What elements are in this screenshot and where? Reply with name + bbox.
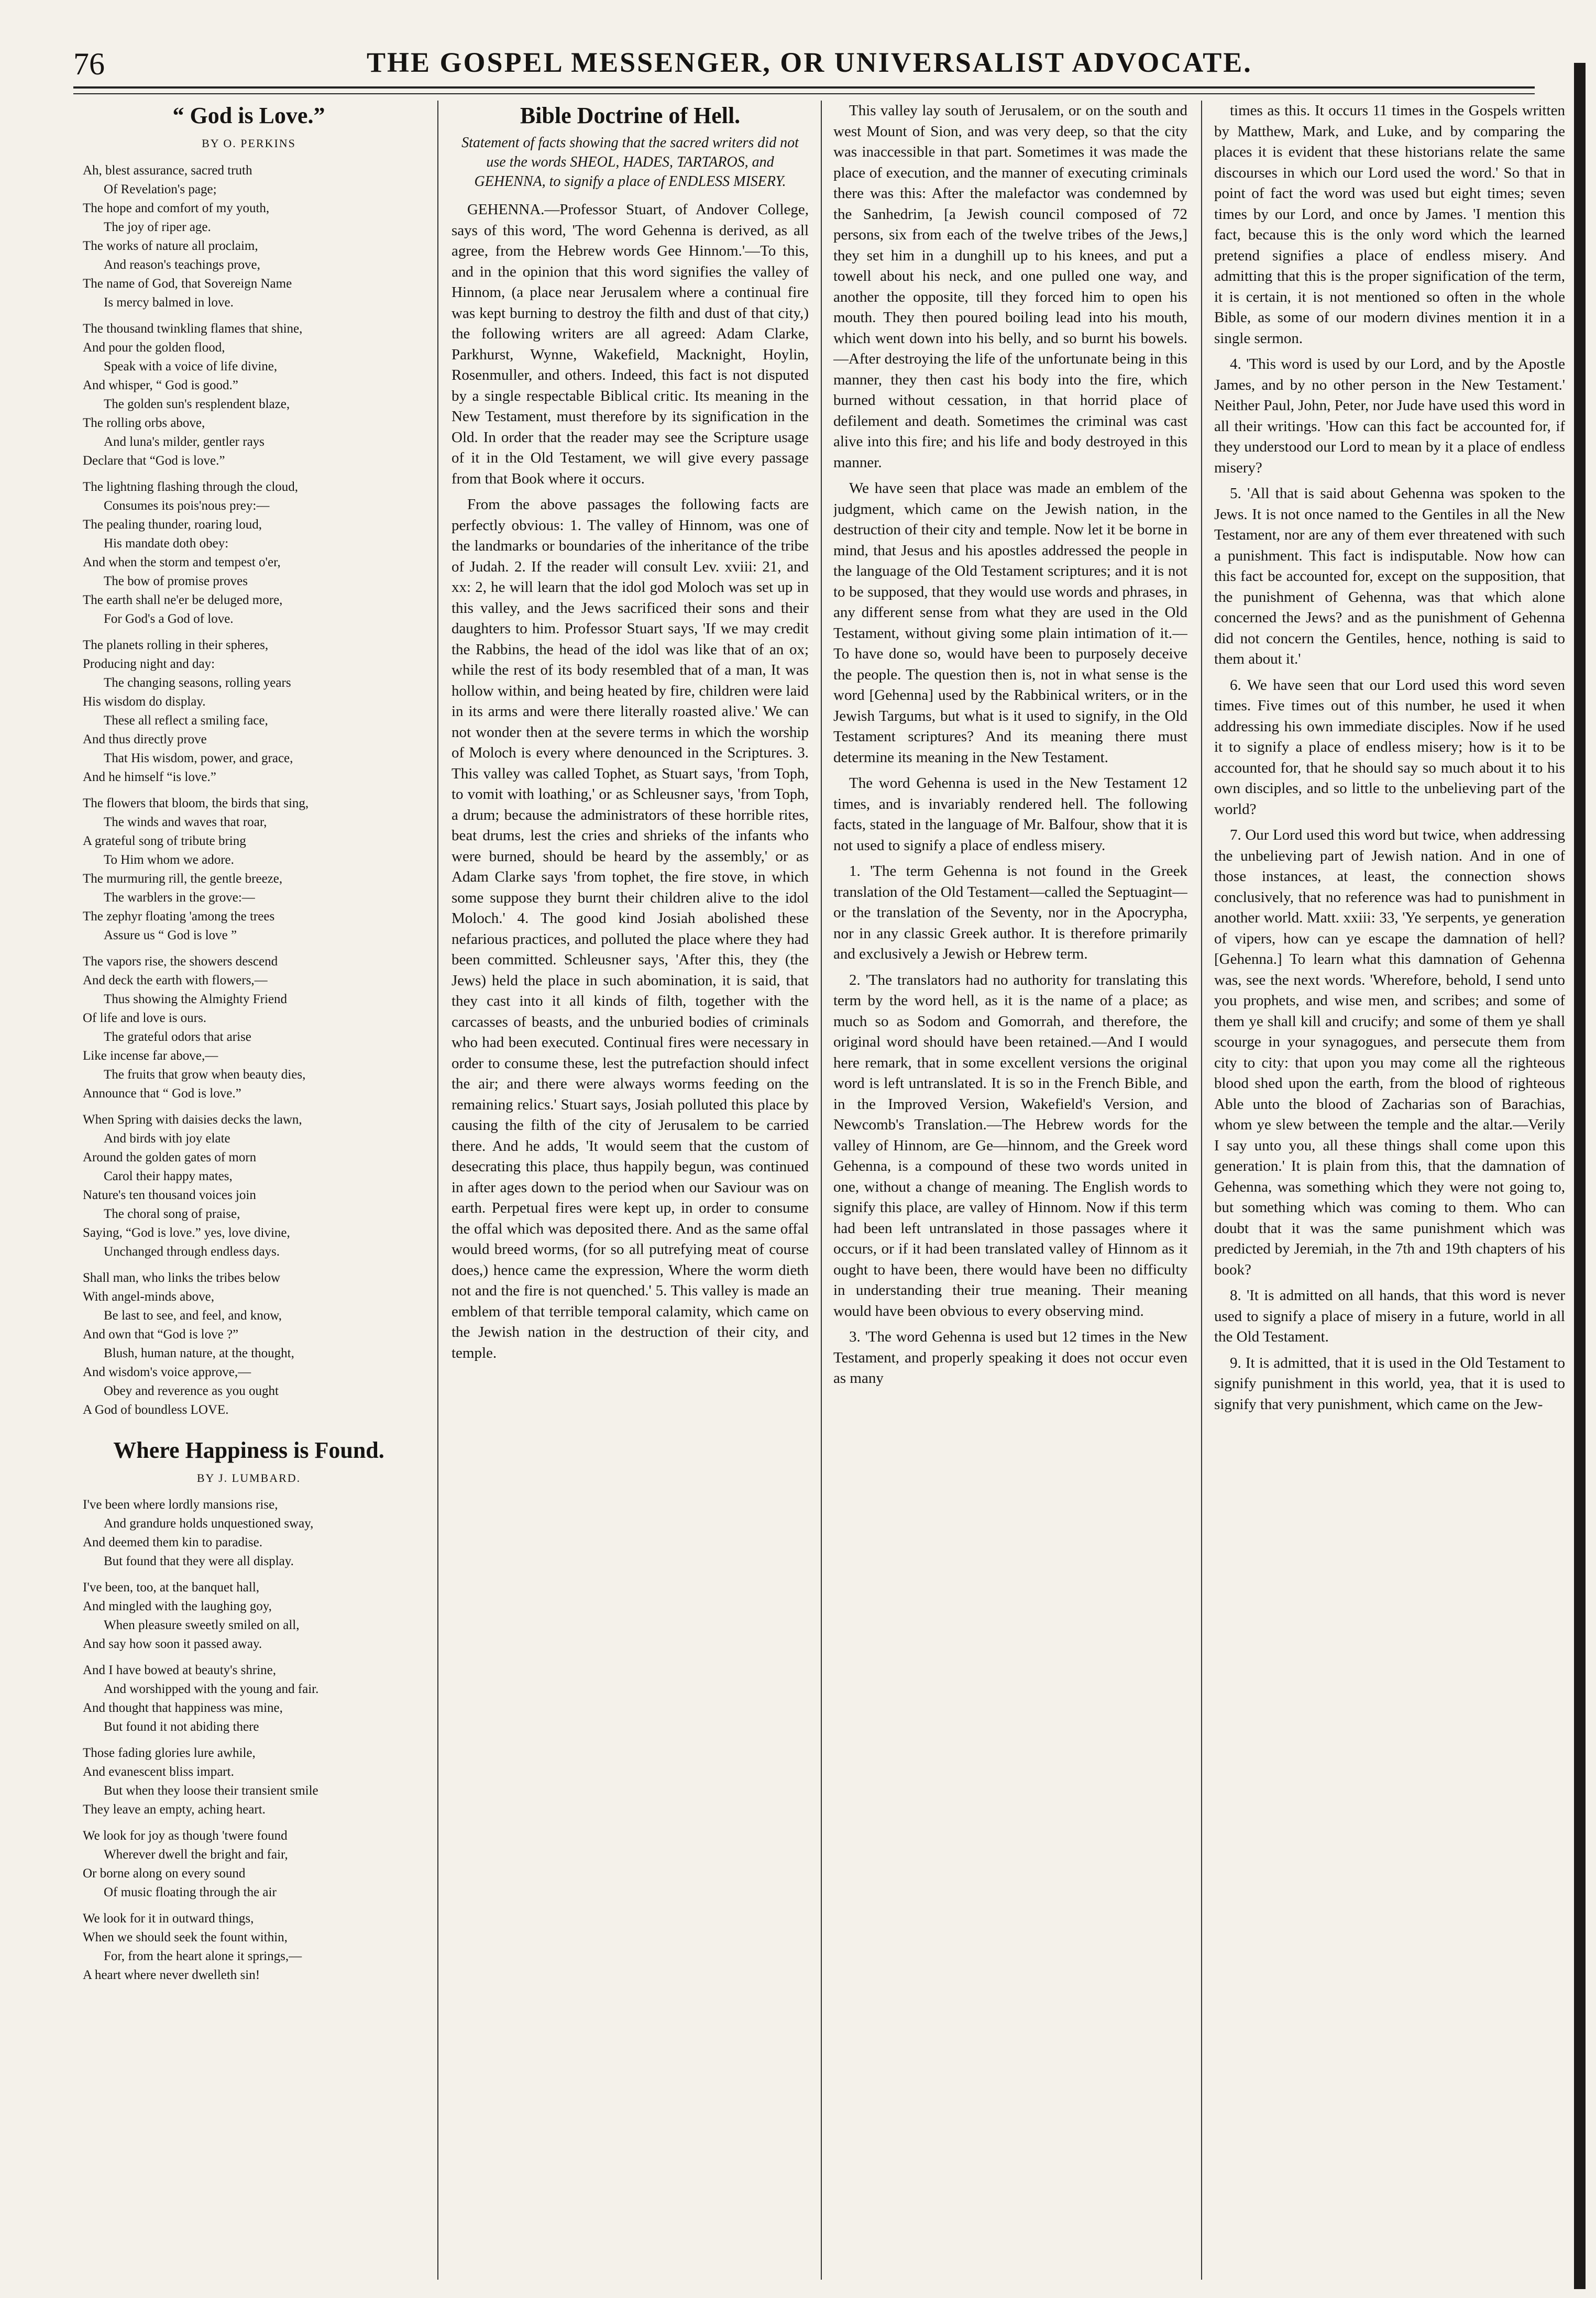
column-divider [437, 101, 438, 2280]
poem-line: His mandate doth obey: [104, 536, 229, 551]
poem-line: Shall man, who links the tribes below [83, 1270, 281, 1285]
poem-line: Those fading glories lure awhile, [83, 1746, 256, 1760]
poem-line [83, 1654, 424, 1661]
poem-title: “ God is Love.” [172, 103, 325, 128]
poem-line: The fruits that grow when beauty dies, [104, 1067, 306, 1082]
poem-line: The hope and comfort of my youth, [83, 201, 270, 215]
poem-line: And own that “God is love ?” [83, 1327, 239, 1342]
poem-line: Obey and reverence as you ought [104, 1383, 279, 1398]
paragraph: 2. 'The translators had no authority for translating this term by the word hell, as it is the name of a place; as much so as Sodom and Gomorrah, and therefore, the original word should have been retained.—And I would here remark, that in some excellent versions the original word is left untranslated. It is so in the French Bible, and in the Improved Version, Wakefield's Version, and Newcomb's Translation.—The Hebrew words for the valley of Hinnom, are Ge—hinnom, and the Greek word Gehenna, is a compound of these two words united in one, without a change of meaning. The English words to signify this place, are valley of Hinnom. Now if this term had been left untranslated in those passages where it occurs, or if it had been translated valley of Hinnom as it ought to have been, there would have been no difficulty in understanding their true meaning. Their meaning would have been obvious to every observing mind. [833, 971, 1187, 1320]
column-divider [821, 101, 822, 2280]
poem-line: But when they loose their transient smile [104, 1784, 318, 1798]
poem-line: The works of nature all proclaim, [83, 238, 258, 253]
poem-line: Is mercy balmed in love. [104, 295, 234, 310]
poem-line: And whisper, “ God is good.” [83, 378, 238, 392]
paragraph: 4. 'This word is used by our Lord, and by the Apostle James, and by no other person in the New Testament.' Neither Paul, John, Peter, nor Jude have used this word in all their writings. 'How can this fact be accounted for, if they understood our Lord to mean by it a place of endless misery? [1214, 356, 1565, 476]
poem-line: The flowers that bloom, the birds that sing, [83, 796, 309, 810]
paragraph: 6. We have seen that our Lord used this word seven times. Five times out of this number, he used it when addressing his own immediate disciples. Now if he used it to signify a place of endless misery; how is it to be accounted for, that he should say so much about it to his own disciples, and so little to the unbelieving part of the world? [1214, 676, 1565, 818]
poem-line: The golden sun's resplendent blaze, [104, 397, 290, 411]
poem-line: Thus showing the Almighty Friend [104, 992, 287, 1006]
poem-line: The grateful odors that arise [104, 1029, 251, 1044]
poem-line: That His wisdom, power, and grace, [104, 751, 293, 765]
poem-line: Carol their happy mates, [104, 1169, 233, 1183]
poem-line: Like incense far above,— [83, 1048, 218, 1063]
paragraph: GEHENNA.—Professor Stuart, of Andover College, says of this word, 'The word Gehenna is derived, as all agree, from the Hebrew words Gee Hinnom.'—To this, and in the opinion that this word signifies the valley of Hinnom, (a place near Jerusalem where a continual fire was kept burning to destroy the filth and dust of that city,) the following writers are all agreed: Adam Clarke, Parkhurst, Wynne, Wakefield, Macknight, Hoylin, Rosenmuller, and others. Indeed, this fact is not disputed by a single respectable Biblical critic. Its meaning in the New Testament, must therefore by its signification in the Old. In order that the reader may see the Scripture usage of it in the Old Testament, we will give every passage from that Book where it occurs. [452, 201, 809, 487]
paragraph: From the above passages the following facts are perfectly obvious: 1. The valley of Hinnom, was one of the landmarks or boundaries of the inheritance of the tribe of Judah. 2. If the reader will consult Lev. xviii: 21, and xx: 2, he will learn that the idol god Moloch was set up in this valley, and the Jews sacrificed their sons and their daughters to him. Professor Stuart says, 'If we may credit the Rabbins, the head of the idol was like that of an ox; while the rest of its body resembled that of a man, It was hollow within, and being heated by fire, children were laid in its arms and were there literally roasted alive.' We can not wonder then at the severe terms in which the worship of Moloch is every where denounced in the Scriptures. 3. This valley was called Tophet, as Stuart says, 'from Toph, to vomit with loathing,' or as Schleusner says, 'from Toph, a drum; because the administrators of these horrible rites, beat drums, lest the cries and shrieks of the infants who were burned, should be heard by the assembly,' or as Adam Clarke says 'from tophet, the fire stove, in which some suppose they burnt their children alive to the idol Moloch.' 4. The good kind Josiah abolished these nefarious practices, and polluted the place where they had been committed. Schleusner says, 'After this, they (the Jews) held the place in such abomination, it is said, that they cast into it all kinds of filth, together with the carcasses of beasts, and the unburied bodies of criminals who had been executed. Continual fires were necessary in order to consume these, lest the putrefaction should infect the air; and there were always worms feeding on the remaining relics.' Stuart says, Josiah polluted this place by causing the filth of the city of Jerusalem to be carried there. And he adds, 'It would seem that the custom of desecrating this place, thus happily begun, was continued in after ages down to the period when our Saviour was on earth. Perpetual fires were kept up, in order to consume the offal which was deposited there. And as the same offal would breed worms, (for so all putrefying meat of course does,) hence came the expression, Where the worm dieth not and the fire is not quenched.' 5. This valley is made an emblem of that terrible temporal calamity, which came on the Jewish nation in the destruction of their city, and temple. [452, 496, 809, 1361]
poem-line: Unchanged through endless days. [104, 1244, 280, 1259]
poem-line: Ah, blest assurance, sacred truth [83, 163, 252, 178]
paragraph: 1. 'The term Gehenna is not found in the Greek translation of the Old Testament—called the Septuagint—or the translation of the Seventy, nor in the Apocrypha, nor in any classic Greek author. It is therefore primarily and exclusively a Jewish or Hebrew term. [833, 863, 1187, 962]
poem-line: With angel-minds above, [83, 1289, 215, 1304]
poem-line: Speak with a voice of life divine, [104, 359, 278, 373]
poem-line: Consumes its pois'nous prey:— [104, 498, 270, 513]
poem-author: BY O. PERKINS [202, 137, 296, 150]
poem-line: Nature's ten thousand voices join [83, 1188, 256, 1202]
poem-line: Of Revelation's page; [104, 182, 217, 196]
column-article-1 [452, 101, 809, 2280]
poem-line: A grateful song of tribute bring [83, 833, 246, 848]
column-divider [1201, 101, 1202, 2280]
poem-line: And thus directly prove [83, 732, 207, 746]
poem-line [83, 1736, 424, 1744]
poem-line: Declare that “God is love.” [83, 453, 225, 468]
poem-line: We look for it in outward things, [83, 1911, 254, 1926]
poem-line [83, 470, 424, 478]
poem-line: When Spring with daisies decks the lawn, [83, 1112, 302, 1127]
poem-line [83, 312, 424, 320]
poem-line [83, 629, 424, 636]
poem-line: The planets rolling in their spheres, [83, 637, 269, 652]
poem-line [83, 1902, 424, 1909]
poem-line: And luna's milder, gentler rays [104, 434, 265, 449]
poem-line: The joy of riper age. [104, 219, 211, 234]
paragraph: 7. Our Lord used this word but twice, when addressing the unbelieving part of Jewish nation. And in one of those instances, at least, the connection shows conclusively, that no reference was had to punishment in another world. Matt. xxiii: 33, 'Ye serpents, ye generation of vipers, how can ye escape the damnation of hell? [Gehenna.] To learn what this damnation of Gehenna was, see the next words. 'Wherefore, behold, I send unto you prophets, and wise men, and scribes; and some of them ye shall kill and crucify; and some of them ye shall scourge in your synagogues, and persecute them from city to city: that upon you may come all the righteous blood shed upon the earth, from the blood of righteous Able unto the blood of Zacharias son of Barachias, whom ye slew between the temple and the altar.—Verily I say unto you, all these things shall come upon this generation.' It is plain from this, that the damnation of Gehenna, was something which they were not going to, but something which was coming to them. Who can doubt that it was the same punishment which was predicted by Jeremiah, in the 7th and 19th chapters of his book? [1214, 827, 1565, 1278]
paragraph: 5. 'All that is said about Gehenna was spoken to the Jews. It is not once named to the Gentiles in all the New Testament, nor are any of them ever threatened with such a punishment. This fact is indisputable. Now how can this fact be accounted for, except on the supposition, that the punishment of Gehenna, was that which alone concerned the Jews? and as the punishment of Gehenna did not concern the Gentiles, hence, nothing is said to them about it.' [1214, 485, 1565, 667]
poem-line: Assure us “ God is love ” [104, 928, 237, 942]
poem-title: Where Happiness is Found. [113, 1437, 384, 1463]
poem-line: Announce that “ God is love.” [83, 1086, 241, 1101]
poem-line: When we should seek the fount within, [83, 1930, 288, 1944]
poem-line: To Him whom we adore. [104, 852, 234, 867]
poem-line: Be last to see, and feel, and know, [104, 1308, 282, 1323]
poem-line: We look for joy as though 'twere found [83, 1829, 288, 1843]
poem-line: But found it not abiding there [104, 1720, 259, 1734]
poem-line: And thought that happiness was mine, [83, 1701, 283, 1715]
poem-line: And reason's teachings prove, [104, 257, 260, 272]
article-body [1214, 101, 1565, 1415]
poem-line: The rolling orbs above, [83, 415, 205, 430]
poem-line: And deemed them kin to paradise. [83, 1535, 262, 1549]
poem-line: The bow of promise proves [104, 574, 248, 588]
poem-line: The zephyr floating 'among the trees [83, 909, 275, 923]
poem-line: I've been, too, at the banquet hall, [83, 1580, 260, 1595]
poem-line: The pealing thunder, roaring loud, [83, 517, 262, 532]
article-body [452, 200, 809, 1364]
poem-line: The murmuring rill, the gentle breeze, [83, 871, 283, 886]
poem-line: And grandure holds unquestioned sway, [104, 1516, 314, 1531]
poem-line: A God of boundless LOVE. [83, 1402, 229, 1417]
poem-line: And mingled with the laughing goy, [83, 1599, 272, 1613]
poem-line: The winds and waves that roar, [104, 815, 267, 829]
column-article-2 [833, 101, 1187, 2280]
poem-body [83, 161, 424, 1420]
poem-line: When pleasure sweetly smiled on all, [104, 1618, 300, 1632]
poem-line: And when the storm and tempest o'er, [83, 555, 281, 569]
poem-line: And pour the golden flood, [83, 340, 225, 355]
paragraph: The word Gehenna is used in the New Testament 12 times, and is invariably rendered hell. The following facts, stated in the language of Mr. Balfour, show that it is not used to signify a place of endless misery. [833, 775, 1187, 854]
poem-line: Saying, “God is love.” yes, love divine, [83, 1225, 290, 1240]
poem-line: The earth shall ne'er be deluged more, [83, 592, 283, 607]
poem-line: The choral song of praise, [104, 1206, 240, 1221]
poem-line: The changing seasons, rolling years [104, 675, 291, 690]
poem-line: Of life and love is ours. [83, 1010, 207, 1025]
poem-line: They leave an empty, aching heart. [83, 1802, 266, 1817]
poem-line: Of music floating through the air [104, 1885, 277, 1899]
paragraph: 3. 'The word Gehenna is used but 12 times in the New Testament, and properly speaking it does not occur even as many [833, 1328, 1187, 1387]
poem-line [83, 1103, 424, 1110]
poem-line [83, 1261, 424, 1269]
article-body [833, 101, 1187, 1389]
poem-line: The warblers in the grove:— [104, 890, 255, 905]
poem-line: For, from the heart alone it springs,— [104, 1949, 302, 1963]
poem-line: And wisdom's voice approve,— [83, 1365, 251, 1379]
poem-line: Blush, human nature, at the thought, [104, 1346, 294, 1360]
poem-line: And birds with joy elate [104, 1131, 230, 1146]
paragraph: times as this. It occurs 11 times in the Gospels written by Matthew, Mark, and Luke, and by comparing the places it is evident that these historians relate the same discourses in which our Lord used the word.' So that in point of fact the word was used but eight times; seven times by our Lord, and once by James. 'I mention this fact, because this is the only word which the learned pretend signifies a place of endless misery. And admitting that this is the proper signification of the term, it is certain, it is not mentioned so often in the whole Bible, as some of our modern divines mention it in a single sermon. [1214, 102, 1565, 347]
poem-line: I've been where lordly mansions rise, [83, 1498, 278, 1512]
poem-line: Around the golden gates of morn [83, 1150, 257, 1164]
poem-line: The thousand twinkling flames that shine, [83, 321, 303, 336]
article-title: Bible Doctrine of Hell. [520, 103, 741, 128]
poem-line: These all reflect a smiling face, [104, 713, 268, 728]
paragraph: 8. 'It is admitted on all hands, that this word is never used to signify a place of misery in a future, world in all the Old Testament. [1214, 1287, 1565, 1345]
article-subtitle: Statement of facts showing that the sacred writers did not use the words SHEOL, HADES, TARTAROS, and GEHENNA, to signify a place of ENDLESS MISERY. [461, 135, 799, 190]
poem-line: And worshipped with the young and fair. [104, 1682, 319, 1696]
page-number: 76 [73, 47, 105, 81]
paragraph: 9. It is admitted, that it is used in the Old Testament to signify punishment in this world, yea, that it is used to signify that very punishment, which came on the Jew- [1214, 1354, 1565, 1413]
poem-line: And say how soon it passed away. [83, 1637, 262, 1651]
poem-line: And I have bowed at beauty's shrine, [83, 1663, 276, 1677]
poem-line [83, 787, 424, 794]
poem-line [83, 945, 424, 952]
poem-line: Wherever dwell the bright and fair, [104, 1848, 288, 1862]
poem-line: And deck the earth with flowers,— [83, 973, 268, 987]
poem-line: And he himself “is love.” [83, 769, 216, 784]
poem-line: The name of God, that Sovereign Name [83, 276, 292, 291]
poem-line: The vapors rise, the showers descend [83, 954, 278, 969]
poem-line: The lightning flashing through the cloud, [83, 479, 299, 494]
paragraph: We have seen that place was made an emblem of the judgment, which came on the Jewish nation, in the destruction of their city and temple. Now let it be borne in mind, that Jesus and his apostles addressed the people in the language of the Old Testament scriptures; and it is not to be supposed, that they would use words and phrases, in any different sense from what they are used in the Old Testament, without giving some plain intimation of it.—To have done so, would have been to purposely deceive the people. The question then is, not in what sense is the word [Gehenna] used by the Rabbinical writers, or in the Jewish Targums, but what is it used to signify, in the Old Testament scriptures? And its meaning there must determine its meaning in the New Testament. [833, 480, 1187, 766]
poem-line: His wisdom do display. [83, 694, 206, 709]
column-article-3 [1214, 101, 1565, 2280]
header-rule-thin [73, 93, 1535, 94]
poem-line: But found that they were all display. [104, 1554, 294, 1568]
poem-line: And evanescent bliss impart. [83, 1765, 234, 1779]
paragraph: This valley lay south of Jerusalem, or on the south and west Mount of Sion, and was very deep, so that the city was inaccessible in that part. Sometimes it was made the place of execution, and the manner of executing criminals there was this: After the malefactor was condemned by the Sanhedrim, [a Jewish council composed of 72 persons, six from each of the twelve tribes of the Jews,] they set him in a dunghill up to his knees, and put a towell about his neck, and one pulled one way, and another the opposite, till they forced him to open his mouth. They then poured boiling lead into his mouth, which went down into his belly, and so burnt his bowels.—After destroying the life of the unfortunate being in this manner, they then cast his body into the fire, which burned without cessation, in that horrid place of defilement and death. Sometimes the criminal was cast alive into this fire; and his life and body destroyed in this manner. [833, 102, 1187, 471]
column-poems [73, 101, 424, 2280]
poem-line: Or borne along on every sound [83, 1866, 246, 1881]
newspaper-title: THE GOSPEL MESSENGER, OR UNIVERSALIST ADVOCATE. [367, 47, 1252, 78]
poem-body [83, 1496, 424, 1985]
header-rule [73, 86, 1535, 89]
page-binding-edge [1574, 63, 1586, 2289]
poem-line [83, 1571, 424, 1578]
poem-line: Producing night and day: [83, 656, 215, 671]
poem-line [83, 1819, 424, 1827]
poem-line: For God's a God of love. [104, 611, 234, 626]
masthead [73, 46, 1535, 83]
poem-author: BY J. LUMBARD. [196, 1471, 301, 1485]
poem-line: A heart where never dwelleth sin! [83, 1968, 260, 1982]
